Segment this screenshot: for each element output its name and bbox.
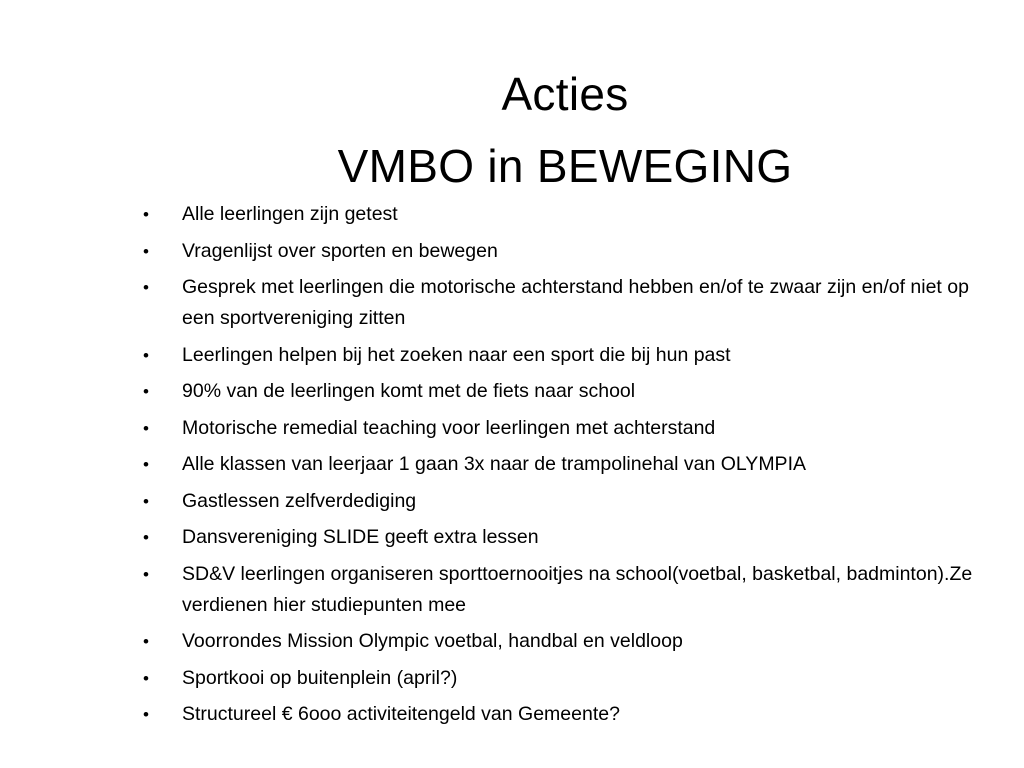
list-item <box>140 340 985 371</box>
bullet-icon: • <box>143 418 149 438</box>
list-item <box>140 413 985 444</box>
list-item <box>140 272 985 334</box>
list-item <box>140 699 985 730</box>
list-item-text: Gastlessen zelfverdediging <box>182 489 417 512</box>
list-item <box>140 663 985 694</box>
bullet-icon: • <box>143 241 149 261</box>
title-line-2: VMBO in BEWEGING <box>337 140 793 192</box>
bullet-icon: • <box>143 455 149 474</box>
list-item-text: Vragenlijst over sporten en bewegen <box>182 239 498 262</box>
bullet-icon: • <box>143 668 149 688</box>
list-item-text: SD&V leerlingen organiseren sporttoernooitjes na school(voetbal, basketbal, badminton).Ze verdienen hier studiepunten mee <box>182 562 973 616</box>
bullet-icon: • <box>143 278 149 297</box>
bullet-icon: • <box>143 705 149 724</box>
bullet-icon: • <box>143 345 149 365</box>
list-item <box>140 626 985 657</box>
list-item-text: Alle klassen van leerjaar 1 gaan 3x naar de trampolinehal van OLYMPIA <box>182 453 806 475</box>
list-item-text: Voorrondes Mission Olympic voetbal, handbal en veldloop <box>182 630 683 652</box>
list-item-text: Alle leerlingen zijn getest <box>182 203 398 225</box>
bullet-icon: • <box>143 632 149 651</box>
list-item-text: Gesprek met leerlingen die motorische achterstand hebben en/of te zwaar zijn en/of niet op een sportvereniging zitten <box>182 276 969 329</box>
list-item <box>140 486 985 517</box>
list-item <box>140 522 985 553</box>
list-item <box>140 449 985 480</box>
bullet-icon: • <box>143 382 149 401</box>
list-item-text: Sportkooi op buitenplein (april?) <box>182 666 458 689</box>
list-item <box>140 376 985 407</box>
bullet-list <box>140 199 985 736</box>
list-item-text: Leerlingen helpen bij het zoeken naar een sport die bij hun past <box>182 343 731 366</box>
list-item <box>140 559 985 621</box>
bullet-icon: • <box>143 528 149 547</box>
list-item <box>140 199 985 230</box>
bullet-icon: • <box>143 205 149 224</box>
bullet-icon: • <box>143 491 149 511</box>
title-line-1: Acties <box>501 68 629 120</box>
bullet-icon: • <box>143 564 149 584</box>
slide-title <box>150 58 980 202</box>
list-item-text: Structureel € 6ooo activiteitengeld van Gemeente? <box>182 703 620 725</box>
list-item <box>140 236 985 267</box>
list-item-text: Motorische remedial teaching voor leerlingen met achterstand <box>182 416 716 439</box>
list-item-text: 90% van de leerlingen komt met de fiets naar school <box>182 380 636 402</box>
list-item-text: Dansvereniging SLIDE geeft extra lessen <box>182 526 539 548</box>
